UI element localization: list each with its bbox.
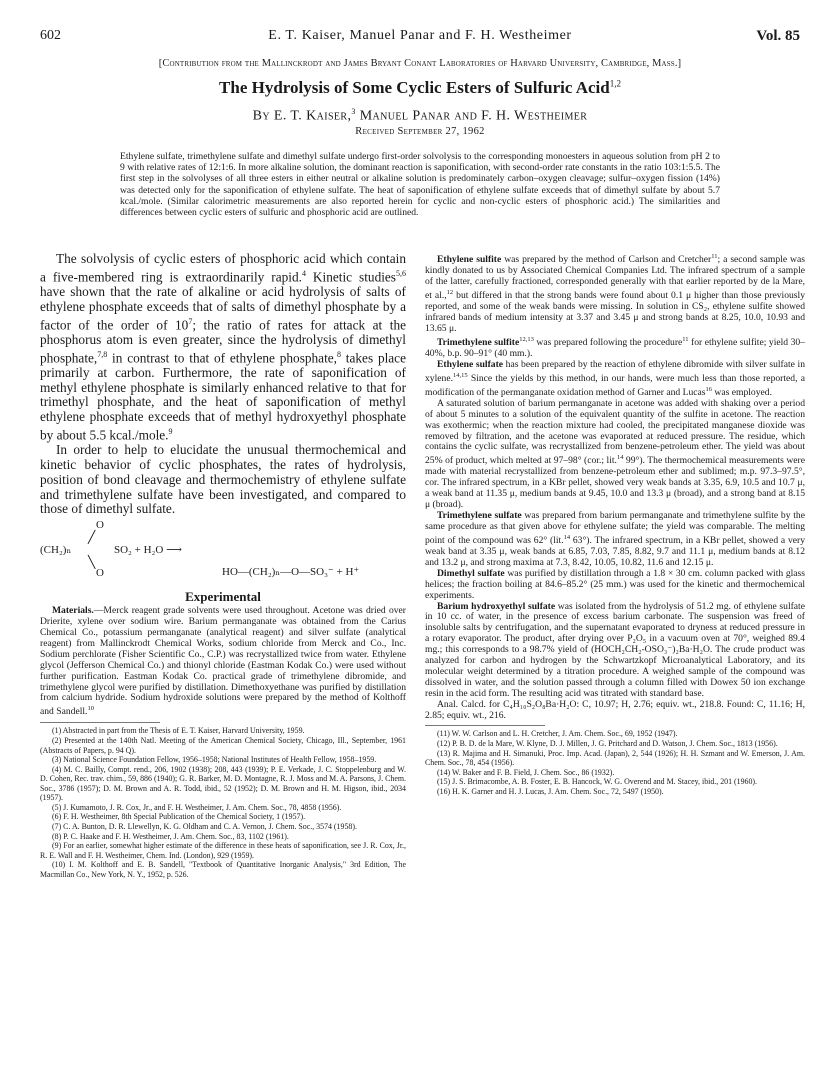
compound-heading: Ethylene sulfate bbox=[437, 358, 504, 370]
intro-p1-ref: 5,6 bbox=[395, 268, 406, 278]
page-number: 602 bbox=[40, 28, 61, 43]
title-text: The Hydrolysis of Some Cyclic Esters of Sulfuric Acid bbox=[219, 78, 610, 97]
intro-paragraph-2: In order to help to elucidate the unusual thermochemical and kinetic behavior of cyclic phosphates, the rates of hydrolysis, position of bond cleavage and thermochemistry of ethylene sulfate and trimethylene sulfate have been investigated, and compared to those of dimethyl sulfate. bbox=[40, 442, 406, 517]
intro-p1-text: Kinetic studies bbox=[305, 269, 396, 285]
right-para-text: but differed in that the strong bands were found about 0.1 μ higher than those previously reported, and some of the weak bands were missing. In solution in CS₂, ethylene sulfite showed infrared bands of medium intensity at 3.37 and 3.45 μ and strong bands at 8.25, 10.0, 10.93 and 13.65 μ. bbox=[425, 290, 806, 334]
intro-paragraph-1 bbox=[40, 252, 406, 443]
scheme-o-bottom: O bbox=[96, 567, 104, 580]
right-para-ref: 14 bbox=[563, 533, 571, 541]
byline-part-1: By E. T. Kaiser, bbox=[252, 108, 352, 124]
footnote: (12) P. B. D. de la Mare, W. Klyne, D. J. Millen, J. G. Pritchard and D. Watson, J. Chem. Soc., 1813 (1956). bbox=[437, 739, 778, 749]
right-para-text: was isolated from the hydrolysis of 51.2 mg. of ethylene sulfate in 10 cc. of water, in the presence of excess barium carbonate. The suspension was freed of insoluble salts by centrifugation, and the supernatant evaporated to dryness at reduced pressure in a rotary evaporator. The product, after drying over P₂O₅ in a vacuum oven at 70°, weighed 89.4 mg.; this corresponds to a 98.7% yield of (HOCH₂CH₂-OSO₃⁻)₂Ba·H₂O. The crude product was analyzed for carbon and hydrogen by the Schwartzkopf Microanalytical Laboratory, and its molecular weight determined by a titration procedure. A weighed sample of the compound was dissolved in water, and the solution passed through a column filled with Dowex 50 ion exchange resin in the acid form. The resulting acid was titrated with standard base. bbox=[425, 600, 805, 699]
byline-part-2: Manuel Panar and F. H. Westheimer bbox=[355, 108, 588, 124]
right-para-text: was prepared following the procedure bbox=[533, 336, 683, 348]
left-column bbox=[40, 252, 406, 879]
received-date: Received September 27, 1962 bbox=[355, 126, 485, 137]
right-paragraphs bbox=[425, 252, 805, 721]
intro-p1-ref: 9 bbox=[168, 427, 173, 437]
right-para-text: for ethylene sulfite; yield 30–40%, b.p. 90–91° (40 mm.). bbox=[425, 336, 805, 359]
reaction-scheme bbox=[40, 519, 406, 589]
compound-heading: Trimethylene sulfite bbox=[437, 336, 520, 348]
compound-heading: Trimethylene sulfate bbox=[437, 510, 522, 522]
right-para-text: 63°). The infrared spectrum, in a KBr pellet, showed a very weak band at 3.35 μ, weak bands at 6.85, 7.03, 7.85, 8.82, 9.7 and 11.1 μ, medium bands at 8.12 and 13.2 μ, and strong maxima at 7.3, 8.42, 10.05, 10.82, 11.6 and 12.15 μ. bbox=[425, 535, 805, 568]
right-para-ref: 14 bbox=[616, 454, 624, 462]
intro-p1-ref: 8 bbox=[337, 349, 341, 359]
footnote: (7) C. A. Bunton, D. R. Llewellyn, K. G. Oldham and C. A. Vernon, J. Chem. Soc., 3574 (1958). bbox=[52, 821, 357, 831]
compound-heading: Ethylene sulfite bbox=[437, 254, 502, 266]
materials-paragraph bbox=[40, 606, 406, 718]
body-paragraph bbox=[425, 335, 805, 360]
intro-p1-ref: 7 bbox=[188, 316, 193, 326]
body-paragraph bbox=[425, 602, 805, 700]
volume-label: Vol. 85 bbox=[756, 28, 800, 44]
footnote: (15) J. S. Brimacombe, A. B. Foster, E. B. Hancock, W. G. Overend and M. Stacey, ibid., 201 (1960). bbox=[437, 777, 758, 787]
right-column bbox=[425, 252, 805, 796]
scheme-bond-bottom: ╲ bbox=[88, 555, 96, 570]
scheme-bond-top: ╱ bbox=[88, 530, 96, 545]
title-refs: 1,2 bbox=[609, 78, 621, 89]
right-para-text: Since the yields by this method, in our hands, were much less than those reported, a modification of the permanganate oxidation method of Garner and Lucas bbox=[425, 372, 805, 398]
scheme-reactant: (CH₂)ₙ bbox=[40, 544, 72, 557]
right-para-text: was employed. bbox=[712, 386, 772, 398]
right-para-ref: 12,13 bbox=[519, 335, 534, 343]
footnote: (1) Abstracted in part from the Thesis of E. T. Kaiser, Harvard University, 1959. bbox=[52, 726, 305, 736]
body-paragraph bbox=[425, 700, 805, 722]
running-head bbox=[40, 28, 800, 48]
footnote: (10) I. M. Kolthoff and E. B. Sandell, "Textbook of Quantitative Inorganic Analysis," 3rd Edition, The Macmillan Co., New York, N. Y., 1952, p. 526. bbox=[40, 860, 406, 879]
right-para-text: was prepared by the method of Carlson and Cretcher bbox=[501, 254, 712, 266]
right-para-text: ; a second sample was kindly donated to us by Associated Chemical Companies Ltd. The infrared spectrum of a sample of the latter, carefully fractioned, corresponded generally with that earlier reported by de la Mare, et al., bbox=[425, 254, 805, 302]
right-para-ref: 11 bbox=[711, 253, 718, 260]
right-para-ref: 14,15 bbox=[452, 371, 468, 379]
compound-heading: Dimethyl sulfate bbox=[437, 567, 505, 579]
scheme-reagent: SO₂ + H₂O ⟶ bbox=[114, 544, 182, 557]
footnotes-right bbox=[425, 729, 805, 796]
intro-p1-ref: 7,8 bbox=[97, 349, 108, 359]
footnote: (6) F. H. Westheimer, 8th Special Publication of the Chemical Society, 1 (1957). bbox=[52, 812, 306, 822]
byline-ref: 3 bbox=[351, 107, 356, 116]
right-para-text: has been prepared by the reaction of ethylene dibromide with silver sulfate in xylene. bbox=[425, 358, 806, 384]
contribution-line: [Contribution from the Mallinckrodt and James Bryant Conant Laboratories of Harvard University, Cambridge, Mass.] bbox=[158, 58, 682, 69]
compound-heading: Barium hydroxyethyl sulfate bbox=[437, 600, 556, 612]
footnote: (11) W. W. Carlson and L. H. Cretcher, J. Am. Chem. Soc., 69, 1952 (1947). bbox=[437, 729, 678, 739]
footnotes-left bbox=[40, 726, 406, 879]
intro-p1-text: have shown that the rate of alkaline or acid hydrolysis of salts of ethylene phosphate exceeds that of salts of dimethyl phosphate by a factor of the order of 10 bbox=[40, 284, 406, 333]
right-para-text: was purified by distillation through a 1.8 × 30 cm. column packed with glass helices; the fraction boiling at 84.6–85.2° (25 mm.) was used for the kinetic and thermochemical experiments. bbox=[425, 567, 806, 601]
right-para-ref: 16 bbox=[705, 385, 713, 393]
footnote-divider bbox=[40, 722, 160, 723]
body-paragraph bbox=[425, 252, 805, 335]
footnote: (13) R. Majima and H. Simanuki, Proc. Imp. Acad. (Japan), 2, 544 (1926); H. H. Szmant and W. Emerson, J. Am. Chem. Soc., 78, 454 (1956). bbox=[425, 748, 805, 768]
right-para-text: Anal. Calcd. for C₄H₁₀S₂O₈Ba·H₂O: C, 10.97; H, 2.76; equiv. wt., 218.8. Found: C, 11.16; H, 2.85; equiv. wt., 216. bbox=[425, 698, 805, 721]
footnote: (14) W. Baker and F. B. Field, J. Chem. Soc., 86 (1932). bbox=[437, 767, 615, 777]
intro-p1-text: takes place primarily at carbon. Furthermore, the rate of saponification of methyl ethylene phosphate is similarly enhanced relative to that for trimethyl phosphate, and the heat of saponification of methyl ethylene phosphate exceeds that of methyl hydroxyethyl phosphate by about 5.5 kcal./mole. bbox=[40, 350, 406, 443]
intro-p1-ref: 4 bbox=[301, 268, 306, 278]
right-para-ref: 12 bbox=[446, 288, 454, 296]
experimental-heading: Experimental bbox=[185, 589, 261, 605]
footnote: (5) J. Kumamoto, J. R. Cox, Jr., and F. H. Westheimer, J. Am. Chem. Soc., 78, 4858 (1956). bbox=[52, 802, 342, 812]
footnote: (16) H. K. Garner and H. J. Lucas, J. Am. Chem. Soc., 72, 5497 (1950). bbox=[437, 786, 664, 796]
article-title bbox=[40, 78, 800, 98]
right-para-text: was prepared from barium permanganate and trimethylene sulfite by the same procedure as that given above for ethylene sulfate; the yield was comparable. The melting point of the compound was 62° (lit. bbox=[425, 510, 805, 547]
footnote: (4) M. C. Bailly, Compt. rend., 206, 1902 (1938); 208, 443 (1939); P. E. Verkade, J. C. Stoppelenburg and W. D. Cohen, Rec. trav. chim., 59, 886 (1940); G. R. Barker, M. D. Montagne, R. J. Moss and M. A. Parsons, J. Chem. Soc., 3786 (1957); D. M. Brown and A. R. Todd, ibid., 52 (1952); D. M. Brown and H. M. Higson, ibid., 2034 (1957). bbox=[40, 764, 406, 803]
body-paragraph bbox=[425, 360, 805, 399]
abstract: Ethylene sulfate, trimethylene sulfate and dimethyl sulfate undergo first-order solvolysis to the corresponding monoesters in aqueous solution from pH 2 to 9 with relative rates of 12:1:6. In more alkaline solution, the dominant reaction is saponification, with second-order rate constants in the ratio 103:1:5.5. The first step in the solvolyses of all three esters in either neutral or alkaline solution is predominately carbon–oxygen cleavage; sulfur–oxygen fission (14%) was detected only for the saponification of ethylene sulfate. The heat of saponification of ethylene sulfate exceeds that of dimethyl sulfate by about 5.7 kcal./mole. (Similar calorimetric measurements are also reported herein for cyclic and non-cyclic esters of phosphoric acid.) The similarities and differences between cyclic esters of sulfuric and phosphoric acid are outlined. bbox=[120, 151, 720, 219]
materials-text: —Merck reagent grade solvents were used throughout. Acetone was dried over Drierite, xylene over sodium wire. Barium permanganate was obtained from the Carius Chemical Co., potassium permanganate (analytical reagent) and silver sulfate (analytical reagent) from Mallinckrodt Chemical Works, sodium chloride from Merck and Co., Inc. Sodium perchlorate (Fisher Scientific Co., C.P.) was recrystallized twice from water. Ethylene glycol (Jefferson Chemical Co.) and thionyl chloride (Eastman Kodak Co.) were used without further purification. Eastman Kodak Co. practical grade of trimethylene dibromide, and trimethylene glycol were purified by distillation. Dimethoxyethane was purified by distillation from calcium hydride. Sodium hydroxide solutions were prepared by the method of Kolthoff and Sandell. bbox=[40, 605, 406, 718]
body-paragraph bbox=[425, 399, 805, 511]
footnote: (3) National Science Foundation Fellow, 1956–1958; National Institutes of Health Fellow, 1958–1959. bbox=[52, 755, 377, 765]
intro-p1-text: The solvolysis of cyclic esters of phosphoric acid which contain a five-membered ring is extraordinarily rapid. bbox=[40, 251, 406, 285]
footnote: (2) Presented at the 140th Natl. Meeting of the American Chemical Society, Chicago, Ill., September, 1961 (Abstracts of Papers, p. 94 Q). bbox=[40, 736, 406, 755]
scheme-o-top: O bbox=[96, 519, 104, 532]
footnote: (9) For an earlier, somewhat higher estimate of the difference in these heats of saponification, see J. R. Cox, Jr., R. E. Wall and F. H. Westheimer, Chem. Ind. (London), 929 (1959). bbox=[40, 841, 406, 860]
materials-label: Materials. bbox=[52, 605, 94, 617]
right-para-text: A saturated solution of barium permanganate in acetone was added with shaking over a period of about 5 minutes to a solution of the equivalent quantity of the sulfite in acetone. The reaction was exothermic; when the reaction mixture had cooled, the precipitated manganese dioxide was removed by filtration, and the acetone was evaporated at reduced pressure. The residue, which contains the cyclic sulfate, was recrystallized from benzene-petroleum ether. The yield was about 25% of product, which melted at 97–98° (cor.; lit. bbox=[425, 397, 805, 467]
footnote-divider-right bbox=[425, 725, 545, 726]
body-paragraph bbox=[425, 569, 805, 602]
byline bbox=[40, 107, 800, 125]
scheme-product: HO—(CH₂)ₙ—O—SO₃⁻ + H⁺ bbox=[222, 566, 360, 579]
intro-p1-text: in contrast to that of ethylene phosphate, bbox=[107, 350, 337, 366]
materials-ref: 10 bbox=[87, 705, 94, 713]
right-para-ref: 11 bbox=[682, 335, 689, 343]
footnote: (8) P. C. Haake and F. H. Westheimer, J. Am. Chem. Soc., 83, 1102 (1961). bbox=[52, 831, 289, 841]
body-paragraph bbox=[425, 511, 805, 569]
right-para-text: 99°). The thermochemical measurements were made with material recrystallized from benzene-petroleum ether and sublimed; m.p. 97.3–97.5°, cor. The infrared spectrum, in a KBr pellet, showed very weak bands at 3.35, 6.9, 10.5 and 10.7 μ, a weak band at 11.35 μ, medium bands at 9.45, 10.0 and 13.3 μ (broad), and a strong band at 8.15 μ (broad). bbox=[425, 455, 806, 511]
running-head-authors: E. T. Kaiser, Manuel Panar and F. H. Westheimer bbox=[268, 28, 572, 43]
intro-p1-text: ; the ratio of rates for attack at the phosphorus atom is even greater, since the hydrolysis of dimethyl phosphate, bbox=[40, 317, 407, 366]
